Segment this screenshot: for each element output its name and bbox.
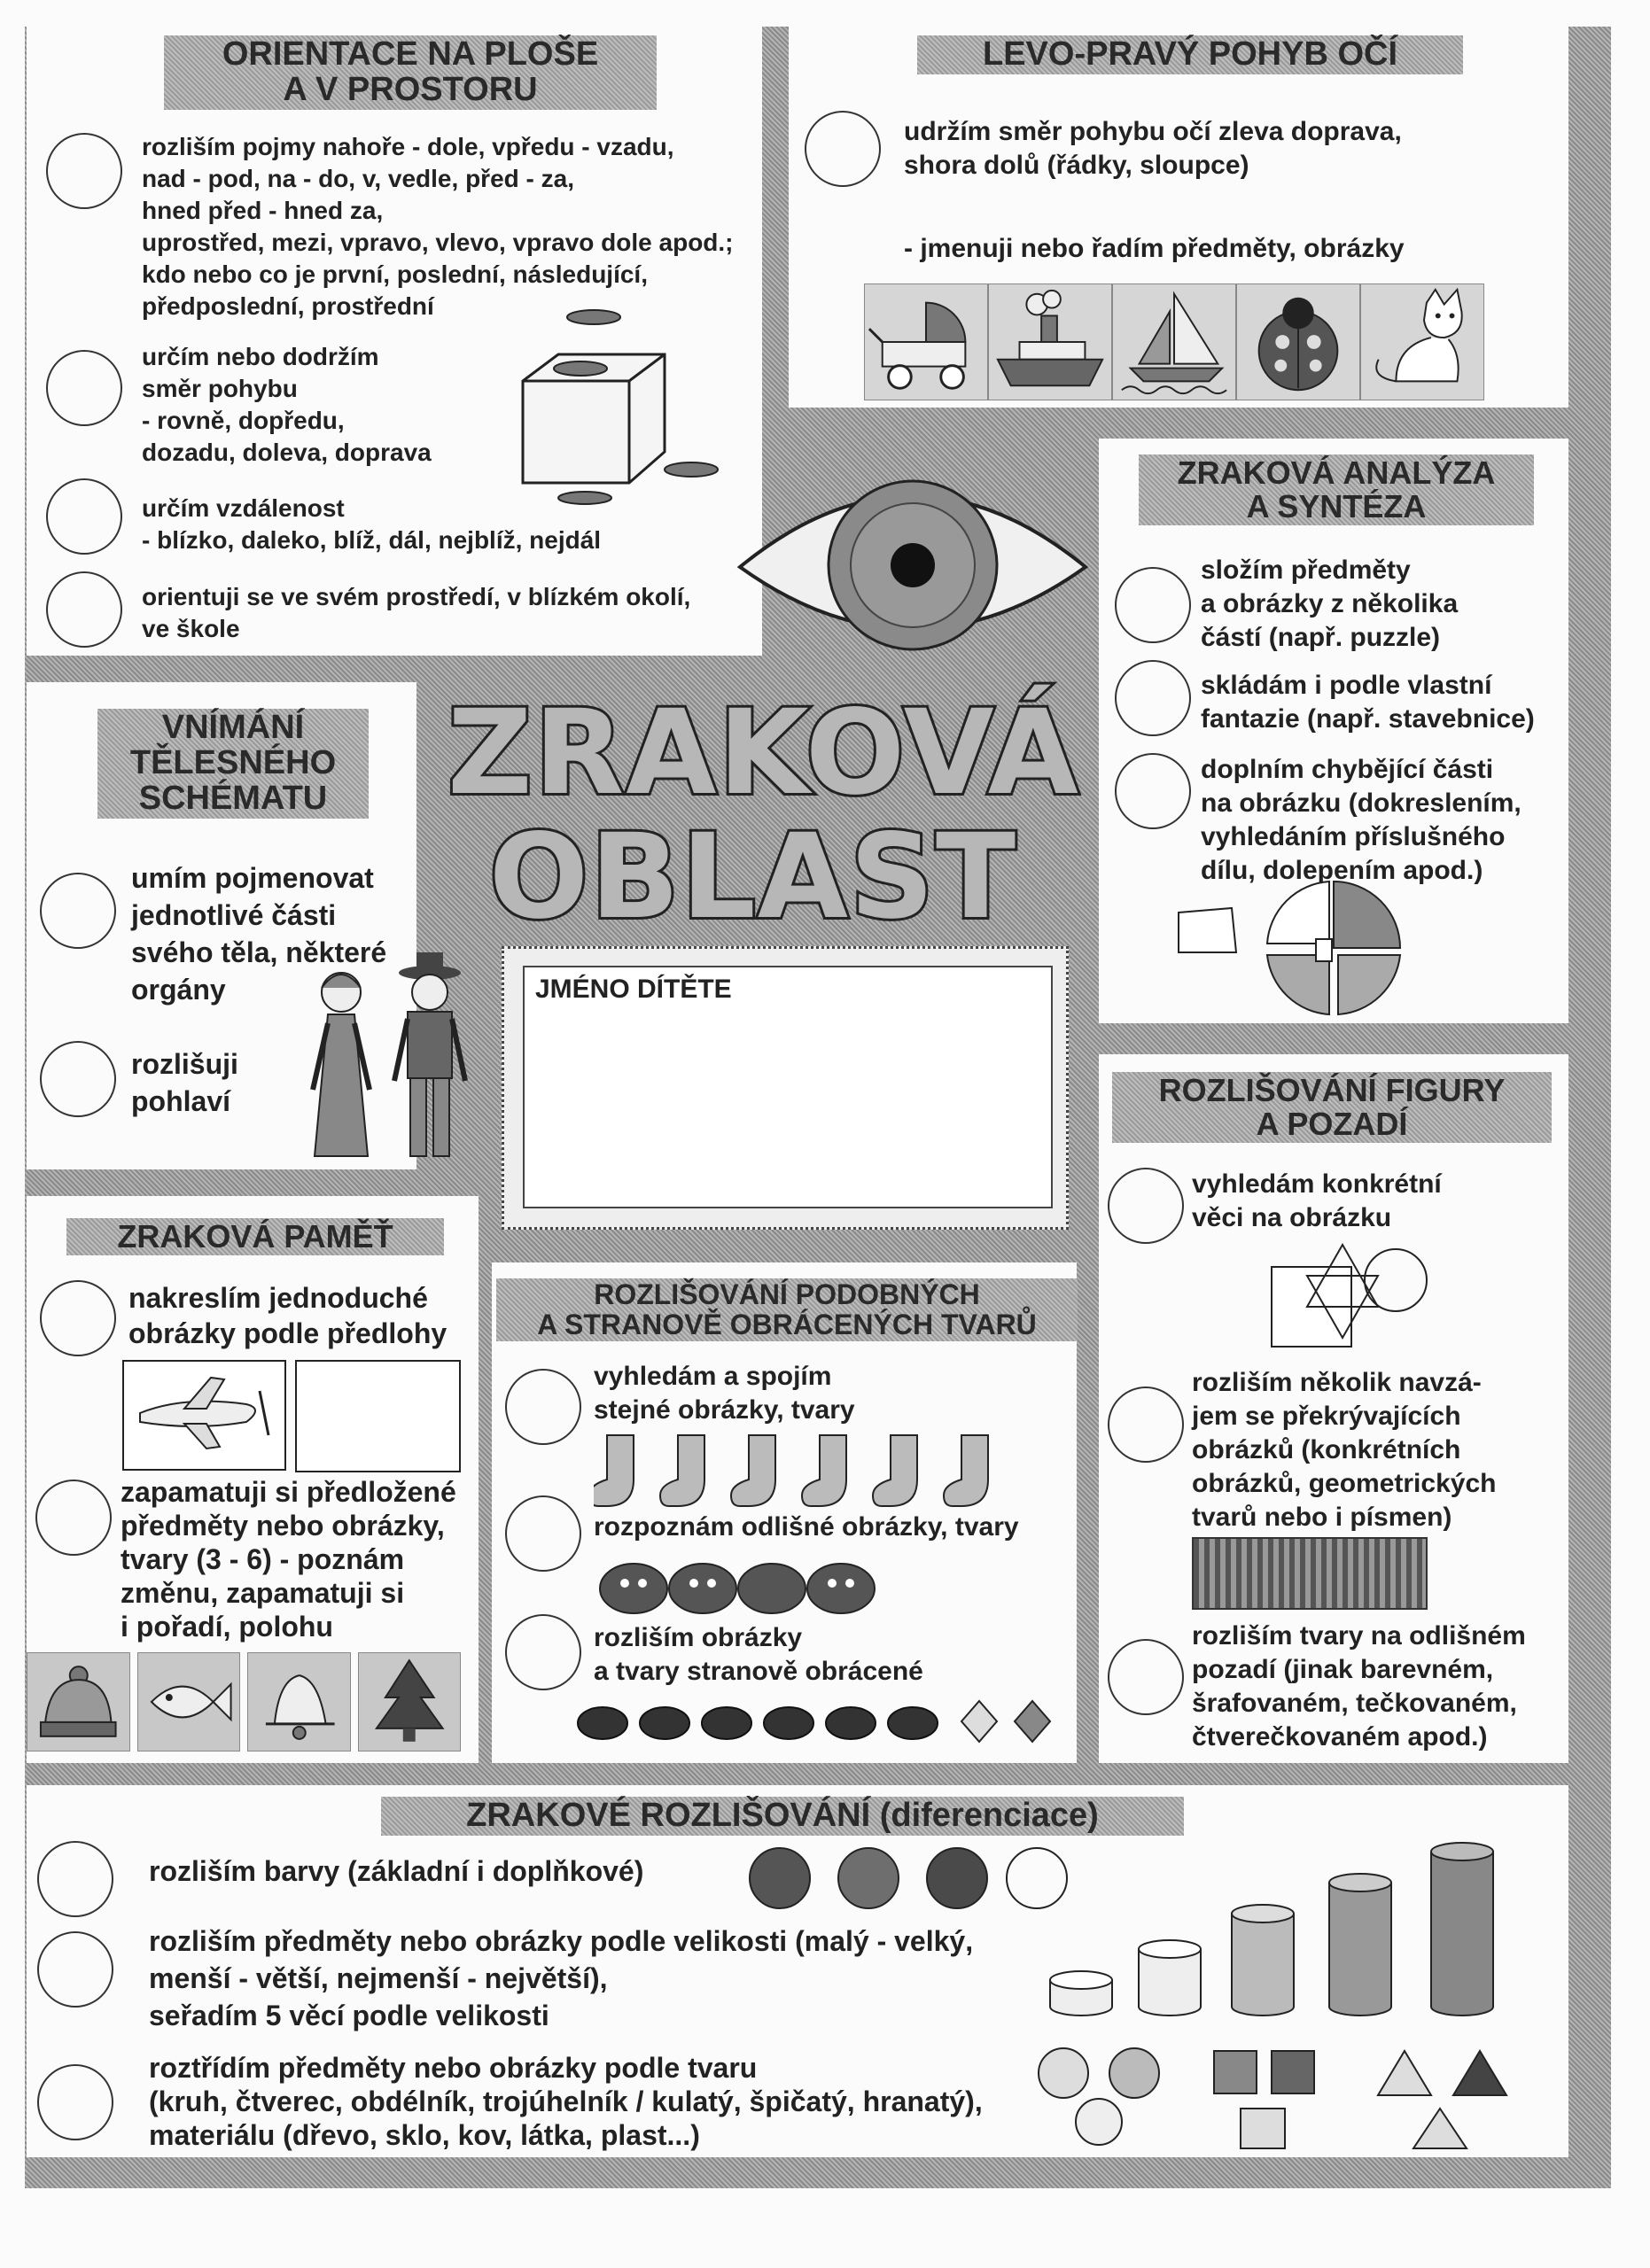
checkbox-memory-1[interactable] [40, 1280, 116, 1356]
shapes-by-type-icon [1032, 2038, 1511, 2153]
analysis-item-3: doplním chybějící části na obrázku (dokreslením, vyhledáním příslušného dílu, dolepením apod.) [1201, 755, 1522, 885]
figure-ground-item-1: vyhledám konkrétní věci na obrázku [1192, 1169, 1442, 1232]
body-schema-title [97, 709, 369, 819]
color-circle-3 [927, 1848, 987, 1908]
checkbox-analysis-1[interactable] [1115, 567, 1191, 643]
orientation-item-4: orientuji se ve svém prostředí, v blízkém okolí, ve škole [142, 583, 691, 642]
checkbox-figure-ground-3[interactable] [1108, 1639, 1184, 1715]
empty-drawing-box[interactable] [295, 1360, 461, 1472]
checkbox-figure-ground-1[interactable] [1108, 1168, 1184, 1244]
checkbox-figure-ground-2[interactable] [1108, 1386, 1184, 1463]
pumpkins-icon [598, 1555, 891, 1617]
figure-ground-title-line1: ROZLIŠOVÁNÍ FIGURY [1158, 1072, 1506, 1108]
analysis-title-line2: A SYNTÉZA [1246, 487, 1427, 524]
analysis-item-1: složím předměty a obrázky z několika částí (např. puzzle) [1201, 555, 1459, 652]
cat-icon [1360, 284, 1484, 400]
analysis-title [1139, 454, 1534, 525]
body-schema-title-line2: TĚLESNÉHO [129, 743, 337, 781]
checkbox-discrimination-2[interactable] [37, 1931, 113, 2008]
checkbox-eye-movement-1[interactable] [805, 111, 881, 187]
color-circle-2 [838, 1848, 899, 1908]
main-title-line2: OBLAST [488, 809, 1018, 945]
similar-title-line2: A STRANOVĚ OBRÁCENÝCH TVARŮ [537, 1308, 1037, 1340]
body-schema-item-1: umím pojmenovat jednotlivé části svého těla, některé orgány [131, 862, 387, 1006]
checkbox-memory-2[interactable] [35, 1480, 112, 1556]
bell-icon [247, 1652, 351, 1751]
checkbox-orientation-1[interactable] [46, 133, 122, 209]
orientation-item-3: určím vzdálenost - blízko, daleko, blíž, dál, nejblíž, nejdál [142, 494, 602, 554]
main-title-line1: ZRAKOVÁ [448, 685, 1080, 821]
steamboat-icon [988, 284, 1112, 400]
checkbox-orientation-2[interactable] [46, 350, 122, 426]
color-circles-icon [744, 1843, 1081, 1914]
memory-title: ZRAKOVÁ PAMĚŤ [66, 1218, 444, 1255]
body-schema-item-2: rozlišuji pohlaví [131, 1048, 238, 1117]
airplane-drawing-icon [122, 1360, 286, 1471]
checkbox-orientation-3[interactable] [46, 478, 122, 555]
ladybug-icon [1236, 284, 1360, 400]
box-with-discs-icon [514, 301, 735, 505]
orientation-item-1: rozliším pojmy nahoře - dole, vpředu - vzadu, nad - pod, na - do, v, vedle, před - za, hned před - hned za, uprostřed, mezi, vpravo, vlevo, vpravo dole apod.; kdo nebo co je první, poslední, následující, předposlední, prostřední [142, 133, 734, 320]
analysis-item-2: skládám i podle vlastní fantazie (např. stavebnice) [1201, 671, 1535, 734]
discrimination-item-1: rozliším barvy (základní i doplňkové) [149, 1855, 644, 1887]
checkbox-body-schema-2[interactable] [40, 1041, 116, 1117]
tree-icon [358, 1652, 462, 1751]
eye-movement-pictures [864, 284, 1484, 399]
orientation-title-line2: A V PROSTORU [283, 70, 538, 108]
orientation-item-2: určím nebo dodržím směr pohybu - rovně, dopředu, dozadu, doleva, doprava [142, 343, 432, 466]
color-circle-1 [750, 1848, 810, 1908]
discrimination-item-2: rozliším předměty nebo obrázky podle velikosti (malý - velký, menší - větší, nejmenší - největší), seřadím 5 věcí podle velikosti [149, 1925, 974, 2031]
similar-item-2: rozpoznám odlišné obrázky, tvary [594, 1512, 1019, 1542]
figure-ground-title [1112, 1072, 1552, 1143]
analysis-title-line1: ZRAKOVÁ ANALÝZA [1177, 454, 1496, 491]
memory-item-1: nakreslím jednoduché obrázky podle předlohy [128, 1282, 448, 1349]
figure-ground-item-2: rozliším několik navzá- jem se překrývajících obrázků (konkrétních obrázků, geometrických tvarů nebo i písmen) [1192, 1368, 1497, 1532]
checkbox-orientation-4[interactable] [46, 571, 122, 648]
checkbox-discrimination-1[interactable] [37, 1841, 113, 1917]
figure-ground-title-line2: A POZADÍ [1256, 1105, 1408, 1142]
memory-item-2: zapamatuji si předložené předměty nebo obrázky, tvary (3 - 6) - poznám změnu, zapamatuji si i pořadí, polohu [121, 1476, 456, 1643]
main-title [448, 685, 1080, 945]
discrimination-item-3: roztřídím předměty nebo obrázky podle tvaru (kruh, čtverec, obdélník, trojúhelník / kulatý, špičatý, hranatý), materiálu (dřevo, sklo, kov, látka, plast...) [149, 2052, 983, 2151]
checkbox-similar-3[interactable] [505, 1614, 581, 1690]
checkbox-similar-2[interactable] [505, 1495, 581, 1572]
orientation-title [164, 35, 657, 110]
eye-movement-title: LEVO-PRAVÝ POHYB OČÍ [917, 35, 1463, 74]
similar-item-3: rozliším obrázky a tvary stranově obrácené [594, 1623, 923, 1686]
overlapping-shapes-icon [1263, 1240, 1440, 1355]
figure-ground-item-3: rozliším tvary na odlišném pozadí (jinak barevném, šrafovaném, tečkovaném, čtverečkovaném apod.) [1192, 1621, 1526, 1751]
name-box-label: JMÉNO DÍTĚTE [535, 975, 732, 1004]
sailboat-icon [1112, 284, 1236, 400]
similar-item-1: vyhledám a spojím stejné obrázky, tvary [594, 1362, 855, 1425]
checkbox-discrimination-3[interactable] [37, 2064, 113, 2140]
similar-title-line1: ROZLIŠOVÁNÍ PODOBNÝCH [594, 1278, 980, 1310]
mirrored-mice-icon [572, 1688, 1059, 1750]
eye-icon [735, 461, 1090, 664]
checkbox-similar-1[interactable] [505, 1369, 581, 1445]
cylinders-by-size-icon [1046, 1825, 1506, 2020]
patterned-strip-icon [1192, 1537, 1428, 1610]
discrimination-title: ZRAKOVÉ ROZLIŠOVÁNÍ (diferenciace) [381, 1797, 1184, 1836]
puzzle-circle-icon [1174, 877, 1440, 1019]
similar-title [496, 1278, 1078, 1341]
fish-icon [137, 1652, 241, 1751]
memory-pictures [27, 1652, 461, 1750]
checkbox-body-schema-1[interactable] [40, 873, 116, 949]
socks-icon [594, 1431, 1019, 1519]
body-schema-title-line3: SCHÉMATU [138, 779, 328, 817]
body-schema-title-line1: VNÍMÁNÍ [161, 709, 305, 746]
checkbox-analysis-3[interactable] [1115, 753, 1191, 829]
hat-icon [27, 1652, 130, 1751]
checkbox-analysis-2[interactable] [1115, 660, 1191, 736]
pram-icon [864, 284, 988, 400]
eye-movement-item-2: - jmenuji nebo řadím předměty, obrázky [904, 234, 1405, 263]
people-icon [297, 948, 483, 1161]
orientation-title-line1: ORIENTACE NA PLOŠE [222, 35, 599, 73]
eye-movement-item-1: udržím směr pohybu očí zleva doprava, shora dolů (řádky, sloupce) [904, 117, 1402, 180]
